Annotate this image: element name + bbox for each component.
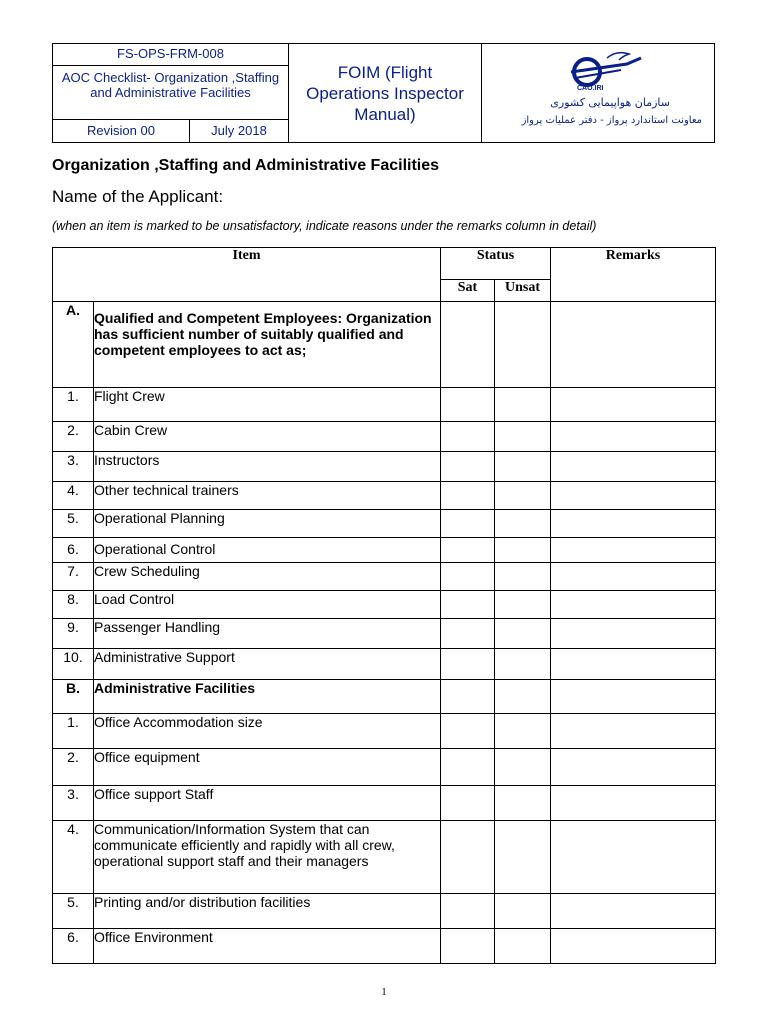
revision: Revision 00 xyxy=(53,120,190,142)
unsat-cell[interactable] xyxy=(495,649,551,680)
table-row xyxy=(53,714,716,749)
unsat-cell[interactable] xyxy=(495,563,551,591)
row-number: 4. xyxy=(53,821,94,894)
row-number: 2. xyxy=(53,749,94,786)
unsat-cell[interactable] xyxy=(495,714,551,749)
sat-cell[interactable] xyxy=(441,388,495,422)
remarks-cell[interactable] xyxy=(551,563,716,591)
svg-text:CAO.IRI: CAO.IRI xyxy=(577,85,604,92)
table-row xyxy=(53,591,716,619)
department-name: معاونت استاندارد پرواز - دفتر عملیات پرواز xyxy=(521,115,702,126)
remarks-cell[interactable] xyxy=(551,538,716,563)
row-number: 4. xyxy=(53,482,94,510)
table-row xyxy=(53,786,716,821)
cao-iri-logo-icon xyxy=(557,48,647,92)
page-number: 1 xyxy=(381,986,387,998)
sat-cell[interactable] xyxy=(441,538,495,563)
revision-date: July 2018 xyxy=(211,123,267,138)
table-row xyxy=(53,422,716,452)
row-item: Communication/Information System that can communicate efficiently and rapidly with all crew, operational support staff and their managers xyxy=(94,821,441,894)
row-number: 6. xyxy=(53,538,94,563)
table-row xyxy=(53,649,716,680)
remarks-cell[interactable] xyxy=(551,680,716,714)
unsat-cell[interactable] xyxy=(495,422,551,452)
row-item: Cabin Crew xyxy=(94,422,441,452)
item-column-header: Item xyxy=(53,248,441,302)
row-item: Operational Control xyxy=(94,538,441,563)
row-item: Office equipment xyxy=(94,749,441,786)
row-item: Administrative Support xyxy=(94,649,441,680)
table-row xyxy=(53,563,716,591)
row-number: 8. xyxy=(53,591,94,619)
table-row xyxy=(53,894,716,929)
sat-cell[interactable] xyxy=(441,510,495,538)
sat-cell[interactable] xyxy=(441,786,495,821)
sat-cell[interactable] xyxy=(441,482,495,510)
row-item: Office Accommodation size xyxy=(94,714,441,749)
unsat-cell[interactable] xyxy=(495,786,551,821)
section-label: B. xyxy=(53,680,94,714)
page-title: Organization ,Staffing and Administrative Facilities xyxy=(52,157,440,174)
row-number: 1. xyxy=(53,388,94,422)
section-a-row xyxy=(53,302,716,388)
row-number: 5. xyxy=(53,894,94,929)
section-b-row xyxy=(53,680,716,714)
unsat-cell[interactable] xyxy=(495,482,551,510)
remarks-cell[interactable] xyxy=(551,929,716,964)
section-label: A. xyxy=(53,302,94,388)
table-row xyxy=(53,619,716,649)
sat-cell[interactable] xyxy=(441,714,495,749)
row-item: Load Control xyxy=(94,591,441,619)
row-item: Office Environment xyxy=(94,929,441,964)
remarks-cell[interactable] xyxy=(551,422,716,452)
row-number: 3. xyxy=(53,452,94,482)
unsat-column-header: Unsat xyxy=(495,280,551,302)
form-info xyxy=(53,44,289,142)
unsat-cell[interactable] xyxy=(495,388,551,422)
sat-cell[interactable] xyxy=(441,680,495,714)
sat-cell[interactable] xyxy=(441,302,495,388)
sat-cell[interactable] xyxy=(441,452,495,482)
unsat-cell[interactable] xyxy=(495,510,551,538)
form-code: FS-OPS-FRM-008 xyxy=(53,44,288,66)
sat-cell[interactable] xyxy=(441,649,495,680)
table-row xyxy=(53,749,716,786)
remarks-cell[interactable] xyxy=(551,821,716,894)
sat-cell[interactable] xyxy=(441,422,495,452)
section-heading: Qualified and Competent Employees: Organization has sufficient number of suitably qualified and competent employees to act as; xyxy=(94,302,441,388)
unsat-cell[interactable] xyxy=(495,749,551,786)
remarks-cell[interactable] xyxy=(551,452,716,482)
unsat-cell[interactable] xyxy=(495,452,551,482)
table-row xyxy=(53,510,716,538)
table-row xyxy=(53,482,716,510)
sat-cell[interactable] xyxy=(441,929,495,964)
remarks-cell[interactable] xyxy=(551,510,716,538)
row-number: 9. xyxy=(53,619,94,649)
remarks-cell[interactable] xyxy=(551,714,716,749)
remarks-cell[interactable] xyxy=(551,591,716,619)
row-item: Crew Scheduling xyxy=(94,563,441,591)
remarks-cell[interactable] xyxy=(551,619,716,649)
organization-name: سازمان هواپیمایی کشوری xyxy=(550,96,670,109)
unsat-cell[interactable] xyxy=(495,894,551,929)
unsat-cell[interactable] xyxy=(495,680,551,714)
table-row xyxy=(53,538,716,563)
manual-title: FOIM (Flight Operations Inspector Manual) xyxy=(289,44,482,142)
sat-cell[interactable] xyxy=(441,619,495,649)
row-item: Office support Staff xyxy=(94,786,441,821)
revision-row xyxy=(53,120,288,142)
sat-column-header: Sat xyxy=(441,280,495,302)
sat-cell[interactable] xyxy=(441,591,495,619)
row-number: 1. xyxy=(53,714,94,749)
sat-cell[interactable] xyxy=(441,894,495,929)
row-item: Instructors xyxy=(94,452,441,482)
unsat-cell[interactable] xyxy=(495,929,551,964)
row-number: 10. xyxy=(53,649,94,680)
remarks-column-header: Remarks xyxy=(551,248,716,302)
remarks-cell[interactable] xyxy=(551,388,716,422)
table-row xyxy=(53,452,716,482)
instruction-note: (when an item is marked to be unsatisfactory, indicate reasons under the remarks column in detail) xyxy=(52,219,597,233)
table-row xyxy=(53,929,716,964)
organization-block xyxy=(482,44,714,142)
form-title: AOC Checklist- Organization ,Staffing and Administrative Facilities xyxy=(53,66,288,120)
section-heading: Administrative Facilities xyxy=(94,680,441,714)
row-item: Flight Crew xyxy=(94,388,441,422)
row-item: Passenger Handling xyxy=(94,619,441,649)
unsat-cell[interactable] xyxy=(495,821,551,894)
row-item: Printing and/or distribution facilities xyxy=(94,894,441,929)
unsat-cell[interactable] xyxy=(495,538,551,563)
row-number: 6. xyxy=(53,929,94,964)
row-number: 5. xyxy=(53,510,94,538)
row-number: 3. xyxy=(53,786,94,821)
status-column-header: Status xyxy=(441,248,551,280)
unsat-cell[interactable] xyxy=(495,591,551,619)
remarks-cell[interactable] xyxy=(551,649,716,680)
document-header xyxy=(52,43,715,143)
remarks-cell[interactable] xyxy=(551,482,716,510)
row-number: 7. xyxy=(53,563,94,591)
row-item: Operational Planning xyxy=(94,510,441,538)
table-row xyxy=(53,821,716,894)
table-row xyxy=(53,388,716,422)
remarks-cell[interactable] xyxy=(551,786,716,821)
applicant-label: Name of the Applicant: xyxy=(52,187,224,206)
sat-cell[interactable] xyxy=(441,749,495,786)
remarks-cell[interactable] xyxy=(551,749,716,786)
sat-cell[interactable] xyxy=(441,821,495,894)
unsat-cell[interactable] xyxy=(495,619,551,649)
sat-cell[interactable] xyxy=(441,563,495,591)
row-item: Other technical trainers xyxy=(94,482,441,510)
remarks-cell[interactable] xyxy=(551,302,716,388)
unsat-cell[interactable] xyxy=(495,302,551,388)
checklist-table xyxy=(52,247,716,964)
remarks-cell[interactable] xyxy=(551,894,716,929)
row-number: 2. xyxy=(53,422,94,452)
